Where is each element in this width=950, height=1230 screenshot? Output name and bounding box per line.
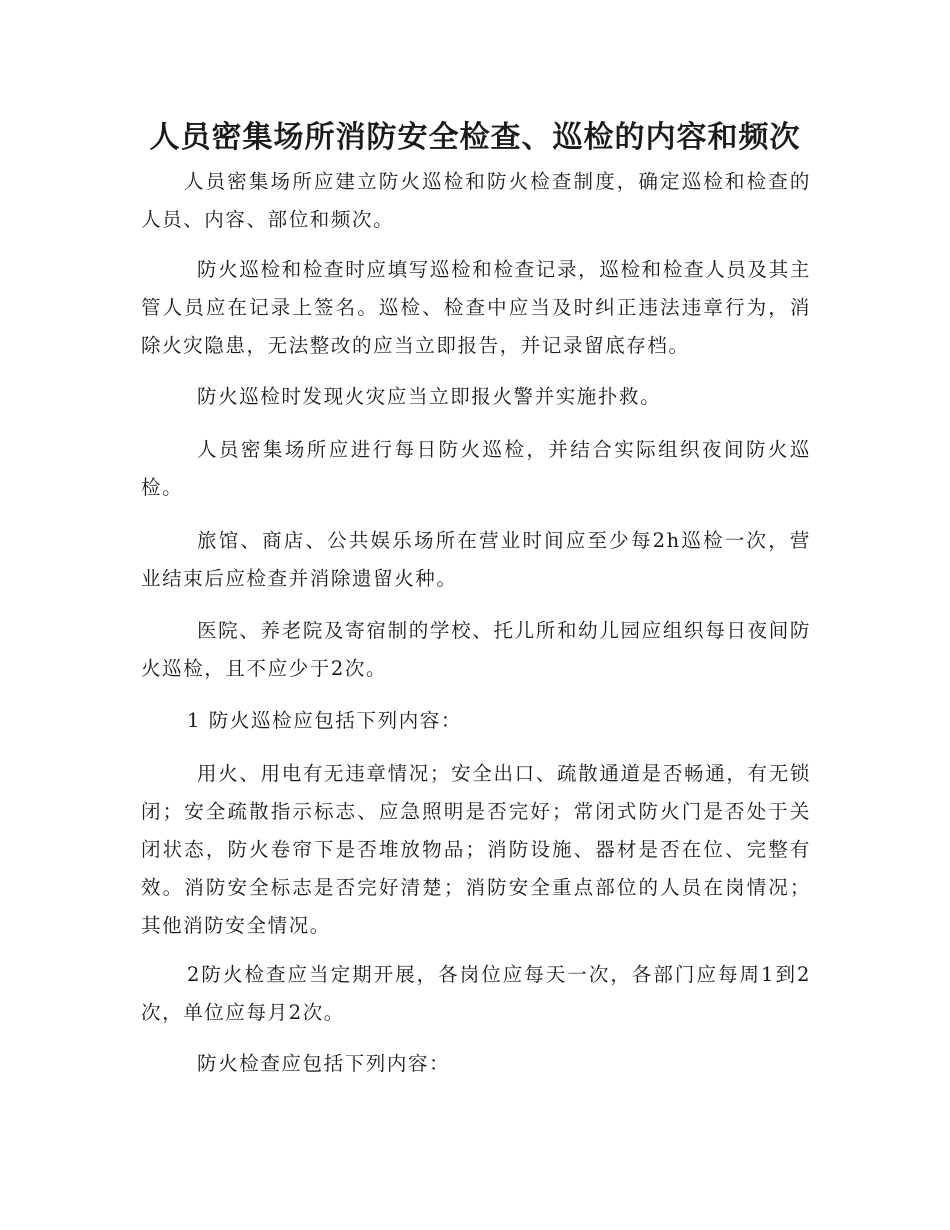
paragraph-hospital-school-patrol: 医院、养老院及寄宿制的学校、托儿所和幼儿园应组织每日夜间防火巡检，且不应少于2次。: [141, 619, 811, 680]
paragraph-patrol-contents: 用火、用电有无违章情况；安全出口、疏散通道是否畅通，有无锁闭；安全疏散指示标志、应急照明是否完好；常闭式防火门是否处于关闭状态，防火卷帘下是否堆放物品；消防设施、器材是否在位、完整有效。消防安全标志是否完好清楚；消防安全重点部位的人员在岗情况；其他消防安全情况。: [141, 762, 811, 937]
paragraph-patrol-contents-heading: 1 防火巡检应包括下列内容：: [187, 709, 463, 732]
paragraph-inspection-records: 防火巡检和检查时应填写巡检和检查记录，巡检和检查人员及其主管人员应在记录上签名。巡检、检查中应当及时纠正违法违章行为，消除火灾隐患，无法整改的应当立即报告，并记录留底存档。: [141, 258, 811, 357]
document-title: 人员密集场所消防安全检查、巡检的内容和频次: [149, 120, 801, 155]
paragraph-check-frequency: 2防火检查应当定期开展，各岗位应每天一次，各部门应每周1到2次，单位应每月2次。: [141, 963, 811, 1024]
paragraph-daily-patrol: 人员密集场所应进行每日防火巡检，并结合实际组织夜间防火巡检。: [141, 438, 811, 499]
paragraph-fire-alarm: 防火巡检时发现火灾应当立即报火警并实施扑救。: [197, 385, 662, 408]
paragraph-check-contents-heading: 防火检查应包括下列内容：: [197, 1052, 451, 1075]
paragraph-inspection-system: 人员密集场所应建立防火巡检和防火检查制度，确定巡检和检查的人员、内容、部位和频次。: [141, 170, 811, 231]
paragraph-hotel-store-patrol: 旅馆、商店、公共娱乐场所在营业时间应至少每2h巡检一次，营业结束后应检查并消除遗留火种。: [141, 529, 811, 590]
